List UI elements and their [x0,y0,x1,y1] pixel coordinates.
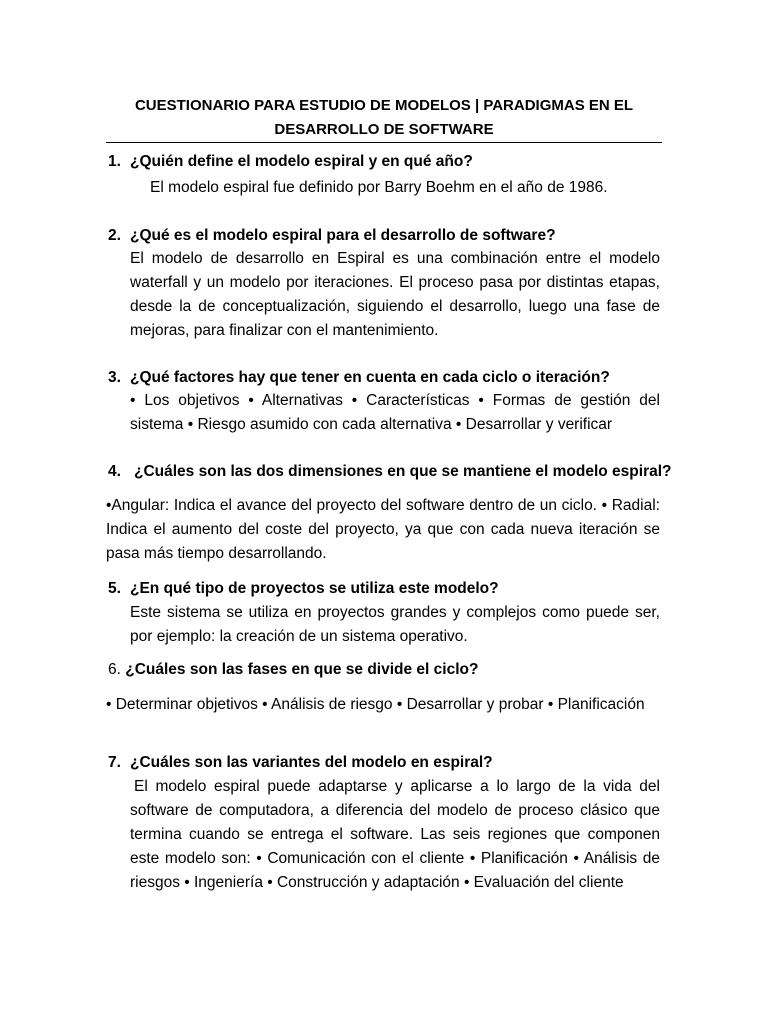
answer-2: El modelo de desarrollo en Espiral es una combinación entre el modelo waterfall y un modelo por iteraciones. El proceso pasa por distintas etapas, desde la de conceptualización, siguiendo el desarrollo, luego una fase de mejoras, para finalizar con el mantenimiento. [130,250,660,339]
title-line-1: CUESTIONARIO PARA ESTUDIO DE MODELOS | PARADIGMAS EN EL [134,97,634,114]
question-6 [108,658,478,682]
question-text: ¿En qué tipo de proyectos se utiliza este modelo? [130,580,499,597]
answer-4: •Angular: Indica el avance del proyecto del software dentro de un ciclo. • Radial: Indica el aumento del coste del proyecto, ya que con cada nueva iteración se pasa más tiempo desarrollando. [106,497,660,562]
question-text: ¿Cuáles son las variantes del modelo en espiral? [130,754,493,771]
title-line-2: DESARROLLO DE SOFTWARE [274,121,494,138]
answer-3: • Los objetivos • Alternativas • Características • Formas de gestión del sistema • Riesgo asumido con cada alternativa • Desarrollar y verificar [130,392,660,433]
answer-1: El modelo espiral fue definido por Barry Boehm en el año de 1986. [150,179,608,196]
question-number: 2. [108,227,121,244]
question-number: 4. [108,463,121,480]
question-4 [108,460,672,484]
question-5 [108,577,499,601]
question-number: 6. [108,661,121,678]
answer-5: Este sistema se utiliza en proyectos grandes y complejos como puede ser, por ejemplo: la creación de un sistema operativo. [130,604,660,645]
title-divider [106,142,662,143]
question-1 [108,150,473,174]
question-3 [108,366,610,390]
question-number: 7. [108,754,121,771]
question-text: ¿Quién define el modelo espiral y en qué año? [130,153,473,170]
question-2 [108,224,556,248]
question-text: ¿Qué factores hay que tener en cuenta en cada ciclo o iteración? [130,369,610,386]
document-title [106,94,662,142]
answer-7: El modelo espiral puede adaptarse y aplicarse a lo largo de la vida del software de computadora, a diferencia del modelo de proceso clásico que termina cuando se entrega el software. Las seis regiones que componen este modelo son: • Comunicación con el cliente • Planificación • Análisis de riesgos • Ingeniería • Construcción y adaptación • Evaluación del cliente [130,778,660,891]
question-number: 5. [108,580,121,597]
question-number: 3. [108,369,121,386]
question-text: ¿Cuáles son las dos dimensiones en que se mantiene el modelo espiral? [134,463,672,480]
question-number: 1. [108,153,121,170]
answer-6: • Determinar objetivos • Análisis de riesgo • Desarrollar y probar • Planificación [106,696,645,713]
question-text: ¿Cuáles son las fases en que se divide el ciclo? [125,661,479,678]
question-7 [108,751,493,775]
question-text: ¿Qué es el modelo espiral para el desarrollo de software? [130,227,556,244]
